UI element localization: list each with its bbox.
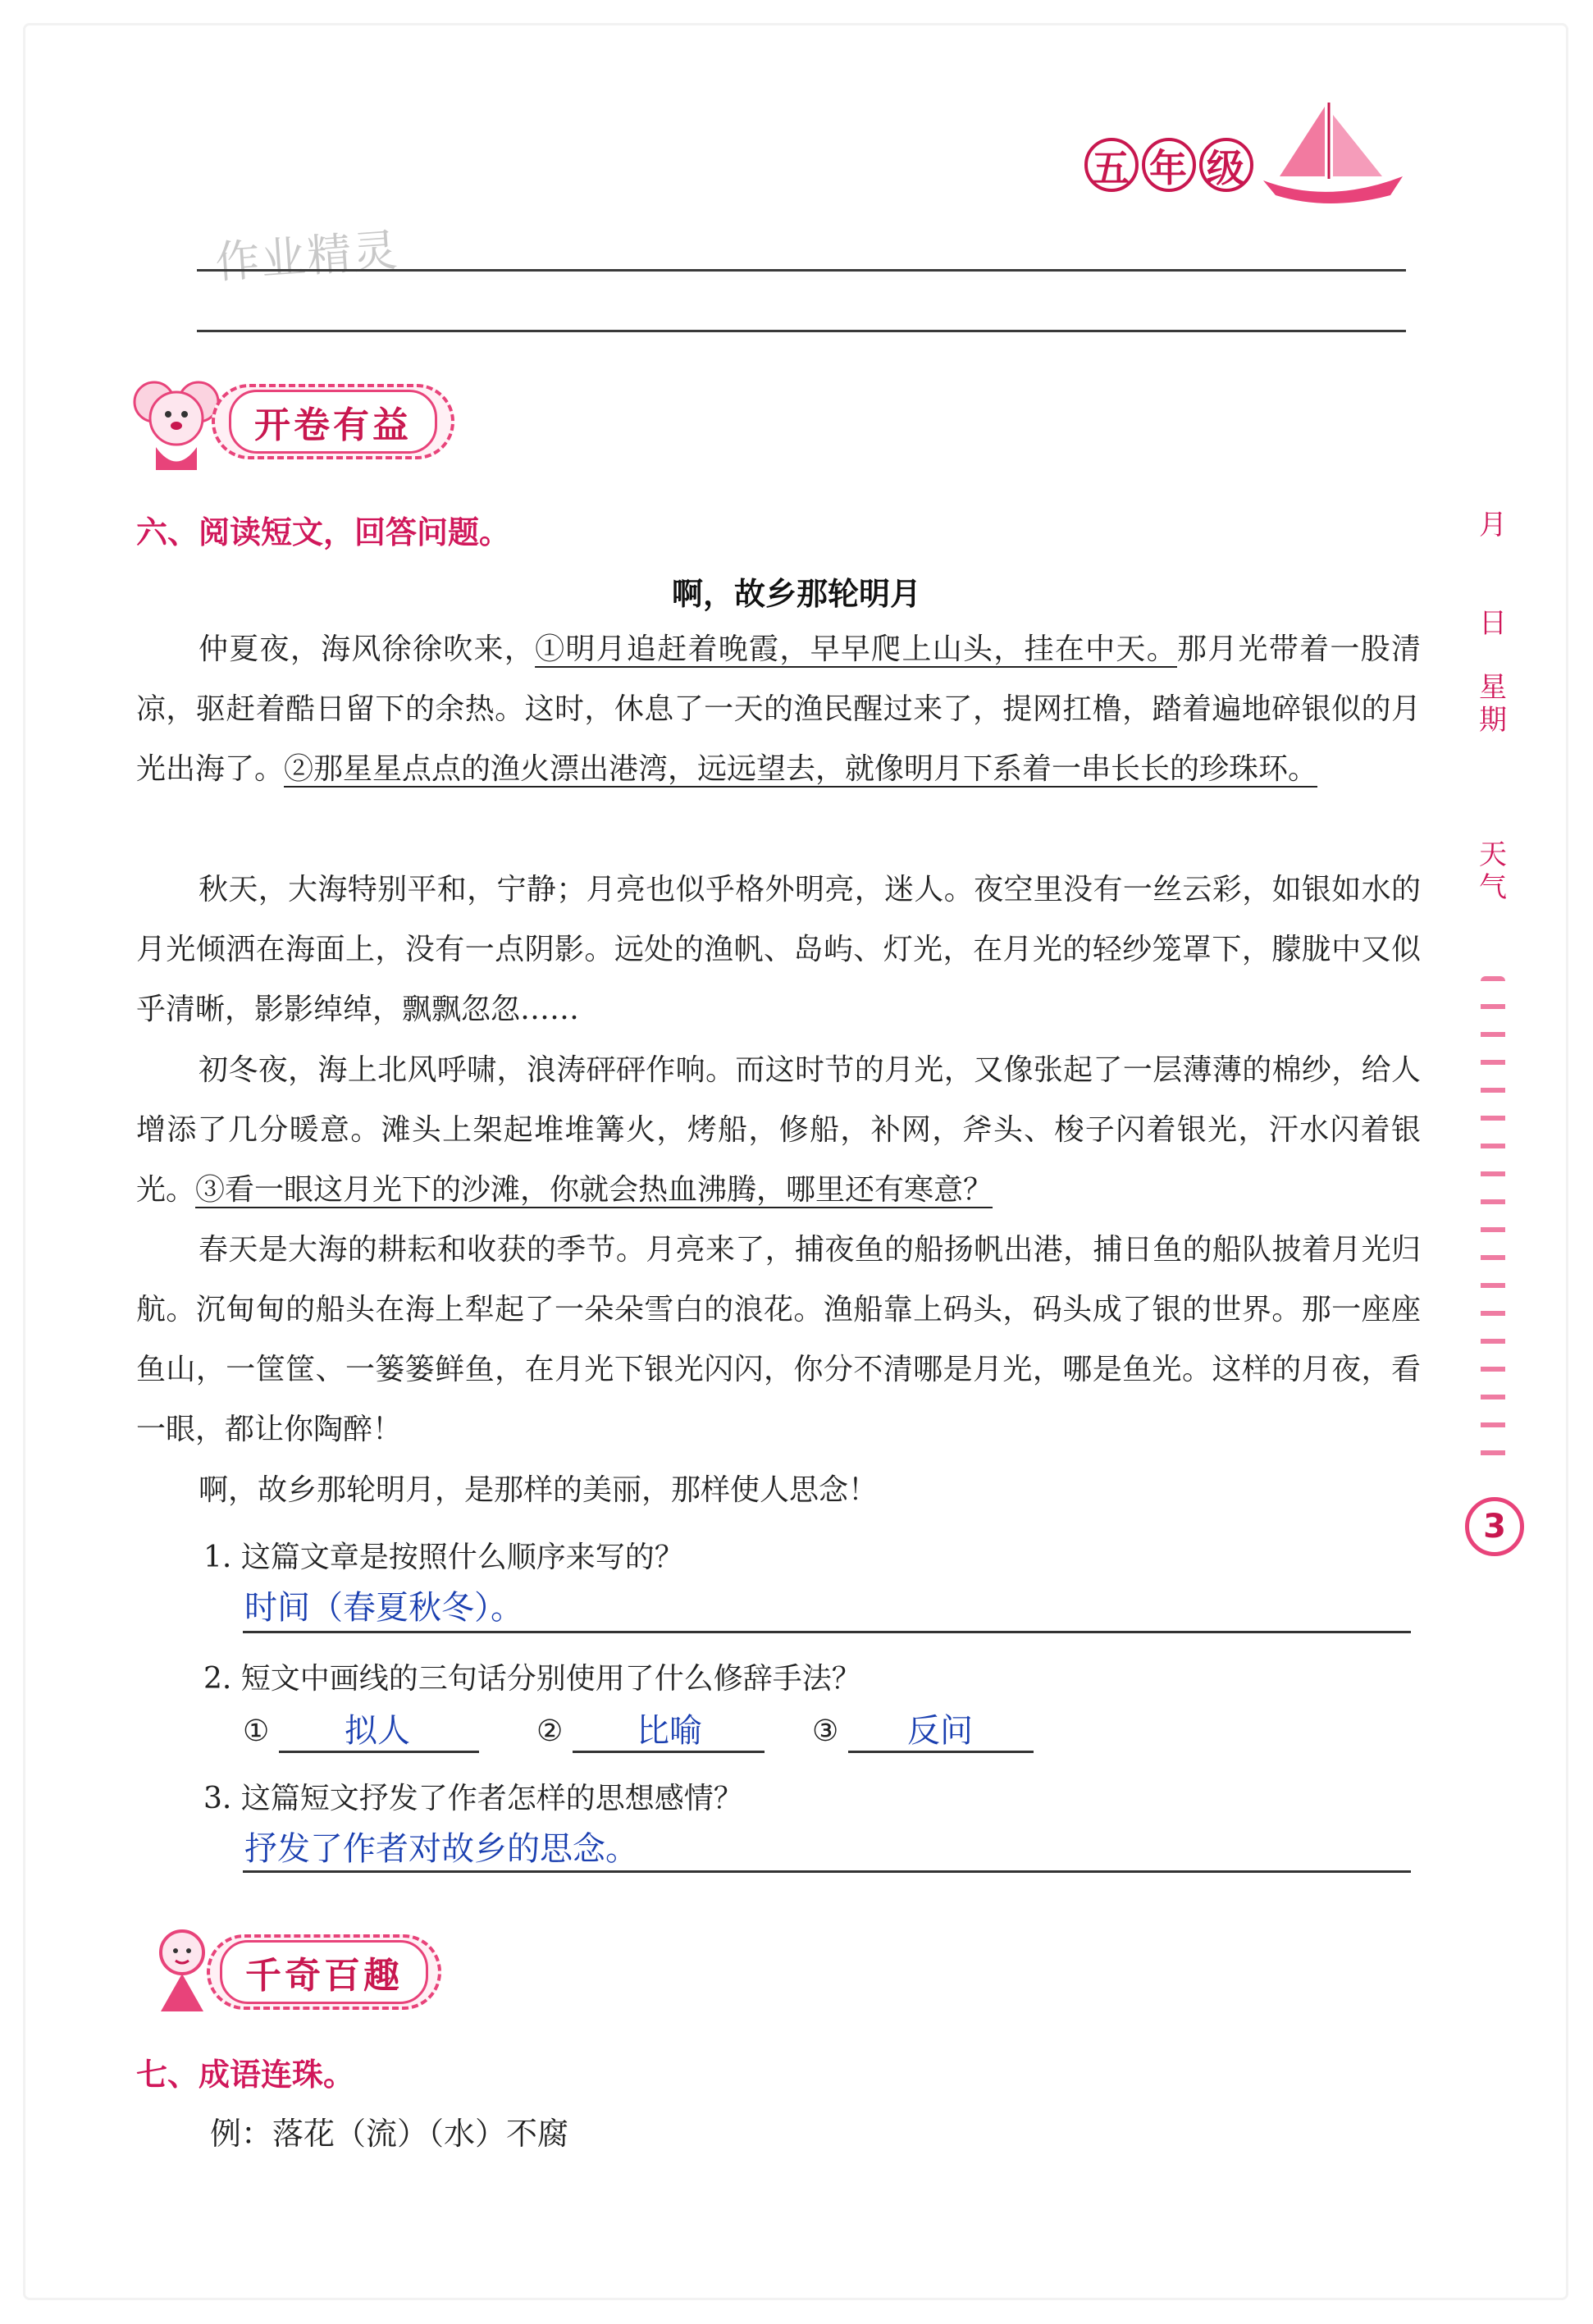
question-2: 2. 短文中画线的三句话分别使用了什么修辞手法？ (203, 1662, 861, 1696)
fun-banner (207, 1934, 441, 2010)
q2-mark-2: ② (536, 1714, 564, 1748)
q2-mark-1: ① (243, 1714, 270, 1748)
sidebar-day: 日 (1479, 607, 1507, 640)
sidebar-week: 星期 (1479, 671, 1507, 737)
writing-line-1 (197, 269, 1406, 272)
underlined-sentence-1: ①明月追赶着晚霞，早早爬上山头，挂在中天。 (535, 632, 1177, 666)
answer-2-2[interactable]: 比喻 (637, 1712, 702, 1750)
answer-2-3[interactable]: 反问 (907, 1712, 973, 1750)
answer-2-2-line (573, 1751, 765, 1753)
answer-2-1[interactable]: 拟人 (345, 1712, 410, 1750)
answer-1[interactable]: 时间（春夏秋冬）。 (244, 1589, 523, 1627)
answer-2-3-line (848, 1751, 1034, 1753)
question-3: 3. 这篇短文抒发了作者怎样的思想感情？ (203, 1782, 743, 1815)
writing-line-2 (197, 330, 1406, 332)
answer-2-1-line (279, 1751, 479, 1753)
sidebar-weather: 天气 (1479, 838, 1507, 904)
q2-mark-3: ③ (812, 1714, 839, 1748)
underlined-sentence-2: ②那星星点点的渔火漂出港湾，远远望去，就像明月下系着一串长长的珍珠环。 (284, 752, 1318, 786)
fun-banner-label: 千奇百趣 (220, 1940, 428, 2004)
grade-badge (1084, 138, 1253, 192)
sidebar-month: 月 (1479, 509, 1507, 541)
question7-example: 例：落花（流）（水）不腐 (210, 2116, 569, 2152)
reading-banner (212, 384, 454, 459)
passage-paragraph-1: 仲夏夜，海风徐徐吹来，①明月追赶着晚霞，早早爬上山头，挂在中天。那月光带着一股清凉，驱赶着酷日留下的余热。这时，休息了一天的渔民醒过来了，提网扛橹，踏着遍地碎银似的月光出海了。②那星星点点的渔火漂出港湾，远远望去，就像明月下系着一串长长的珍珠环。 (136, 632, 1421, 786)
watermark: 作业精灵 (213, 224, 401, 289)
grade-char-1: 五 (1084, 138, 1139, 192)
question-1: 1. 这篇文章是按照什么顺序来写的？ (203, 1541, 684, 1574)
passage-paragraph-5: 啊，故乡那轮明月，是那样的美丽，那样使人思念！ (199, 1473, 879, 1507)
grade-char-3: 级 (1199, 138, 1253, 192)
sailboat-icon (1247, 98, 1411, 213)
passage-paragraph-3: 初冬夜，海上北风呼啸，浪涛砰砰作响。而这时节的月光，又像张起了一层薄薄的棉纱，给人增添了几分暖意。滩头上架起堆堆篝火，烤船，修船，补网，斧头、梭子闪着银光，汗水闪着银光。③看一眼这月光下的沙滩，你就会热血沸腾，哪里还有寒意？ (136, 1053, 1421, 1207)
koala-mascot-icon (131, 373, 221, 476)
page-number: 3 (1465, 1497, 1524, 1556)
passage-paragraph-4: 春天是大海的耕耘和收获的季节。月亮来了，捕夜鱼的船扬帆出港，捕日鱼的船队披着月光归航。沉甸甸的船头在海上犁起了一朵朵雪白的浪花。渔船靠上码头，码头成了银的世界。那一座座鱼山，一筐筐、一篓篓鲜鱼，在月光下银光闪闪，你分不清哪是月光，哪是鱼光。这样的月夜，看一眼，都让你陶醉！ (136, 1233, 1421, 1446)
question7-title: 七、成语连珠。 (136, 2057, 355, 2093)
girl-mascot-icon (149, 1926, 215, 2016)
reading-banner-label: 开卷有益 (229, 390, 437, 454)
passage-paragraph-2: 秋天，大海特别平和，宁静；月亮也似乎格外明亮，迷人。夜空里没有一丝云彩，如银如水的月光倾洒在海面上，没有一点阴影。远处的渔帆、岛屿、灯光，在月光的轻纱笼罩下，朦胧中又似乎清晰，影影绰绰，飘飘忽忽…… (136, 873, 1421, 1026)
answer-3-line (243, 1870, 1411, 1873)
answer-3[interactable]: 抒发了作者对故乡的思念。 (244, 1830, 638, 1868)
decorative-vine (1481, 976, 1505, 1468)
grade-char-2: 年 (1142, 138, 1196, 192)
answer-1-line (243, 1631, 1411, 1633)
question6-title: 六、阅读短文，回答问题。 (136, 514, 511, 550)
underlined-sentence-3: ③看一眼这月光下的沙滩，你就会热血沸腾，哪里还有寒意？ (195, 1173, 993, 1207)
passage-title: 啊，故乡那轮明月 (671, 576, 921, 612)
